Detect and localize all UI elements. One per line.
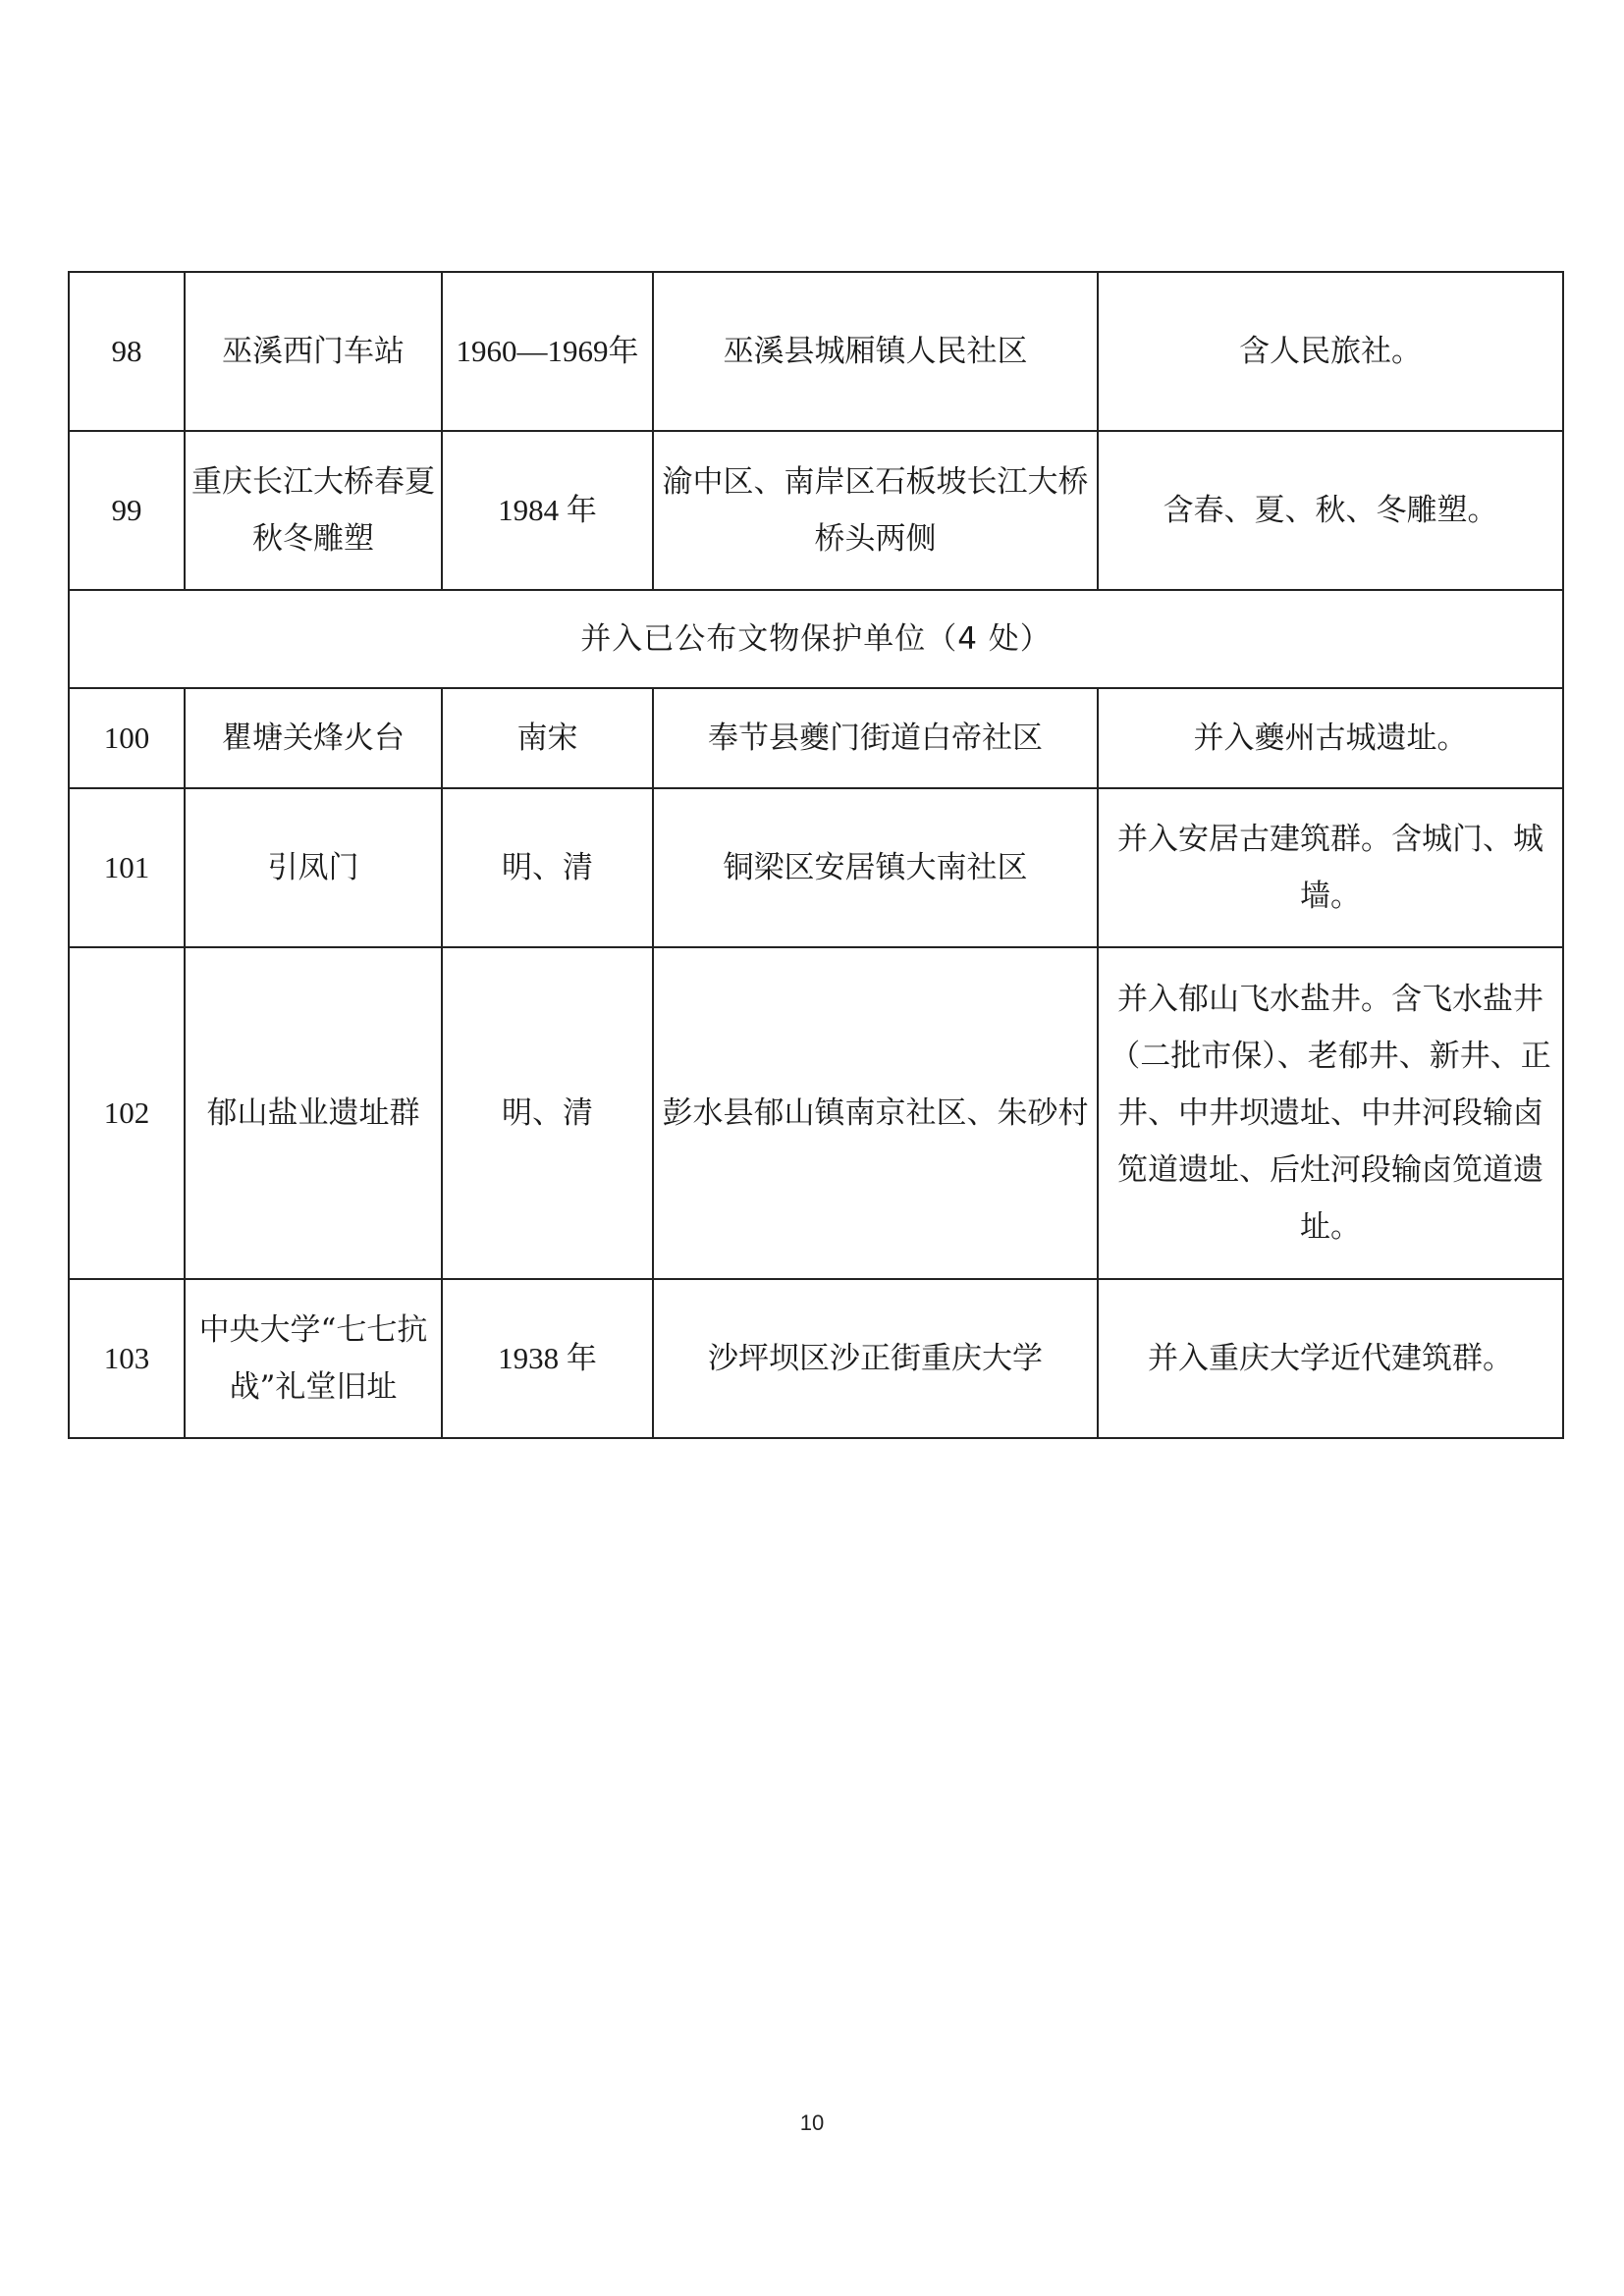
site-name: 重庆长江大桥春夏秋冬雕塑: [185, 431, 442, 590]
site-era: 明、清: [442, 947, 653, 1279]
row-number: 98: [69, 272, 185, 431]
row-number: 99: [69, 431, 185, 590]
site-era: 1984 年: [442, 431, 653, 590]
site-location: 渝中区、南岸区石板坡长江大桥桥头两侧: [653, 431, 1098, 590]
site-location: 铜梁区安居镇大南社区: [653, 788, 1098, 947]
site-name: 郁山盐业遗址群: [185, 947, 442, 1279]
site-name: 引凤门: [185, 788, 442, 947]
page-number: 10: [799, 2110, 825, 2135]
site-note: 含人民旅社。: [1098, 272, 1563, 431]
site-note: 含春、夏、秋、冬雕塑。: [1098, 431, 1563, 590]
row-number: 102: [69, 947, 185, 1279]
site-location: 奉节县夔门街道白帝社区: [653, 688, 1098, 788]
row-number: 103: [69, 1279, 185, 1438]
site-era: 1960—1969年: [442, 272, 653, 431]
site-era: 1938 年: [442, 1279, 653, 1438]
row-number: 100: [69, 688, 185, 788]
table-row: [69, 272, 1563, 431]
site-name: 瞿塘关烽火台: [185, 688, 442, 788]
table-row: [69, 431, 1563, 590]
table-row: [69, 947, 1563, 1279]
site-note: 并入安居古建筑群。含城门、城墙。: [1098, 788, 1563, 947]
site-name: 巫溪西门车站: [185, 272, 442, 431]
table-row: [69, 1279, 1563, 1438]
site-note: 并入夔州古城遗址。: [1098, 688, 1563, 788]
site-era: 南宋: [442, 688, 653, 788]
site-note: 并入郁山飞水盐井。含飞水盐井（二批市保）、老郁井、新井、正井、中井坝遗址、中井河段输卤笕道遗址、后灶河段输卤笕道遗址。: [1098, 947, 1563, 1279]
section-title: 并入已公布文物保护单位（4 处）: [69, 590, 1563, 688]
site-location: 巫溪县城厢镇人民社区: [653, 272, 1098, 431]
site-location: 沙坪坝区沙正街重庆大学: [653, 1279, 1098, 1438]
site-era: 明、清: [442, 788, 653, 947]
site-note: 并入重庆大学近代建筑群。: [1098, 1279, 1563, 1438]
section-row: [69, 590, 1563, 688]
table-row: [69, 788, 1563, 947]
site-name: 中央大学“七七抗战”礼堂旧址: [185, 1279, 442, 1438]
row-number: 101: [69, 788, 185, 947]
heritage-table: [68, 271, 1564, 1439]
site-location: 彭水县郁山镇南京社区、朱砂村: [653, 947, 1098, 1279]
table-row: [69, 688, 1563, 788]
